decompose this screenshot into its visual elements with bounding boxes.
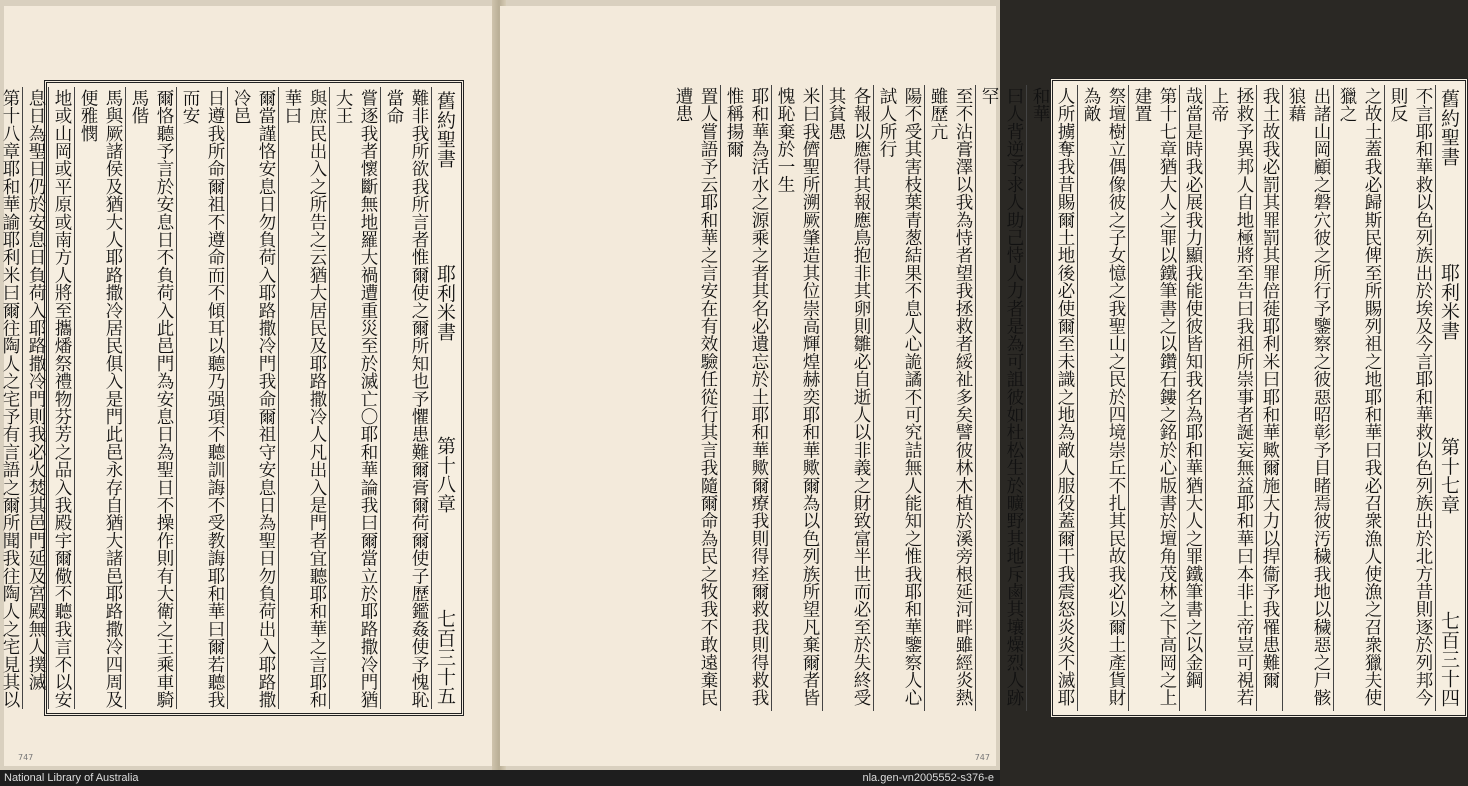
right-text-column: 耶和華為活水之源乘之者其名必遺忘於土耶和華歟爾療我則得痊爾救我則得救我惟稱揚爾 [720,85,771,711]
right-text-column: 曰人背逆予求人助己恃人力者是為可詛彼如杜松生於曠野其地斥鹵其壤燥烈人跡罕 [975,85,1026,711]
left-text-column: 息日為聖日仍於安息日負荷入耶路撒冷門則我必火焚其邑門延及宮殿無人撲滅 [22,87,48,709]
left-text-column: 第十八章耶和華諭耶利米曰爾往陶人之宅予有言語之爾所聞我往陶人之宅見其以 [0,87,22,709]
left-text-column: 爾恪聽予言於安息日不負荷入此邑門為安息日為聖日不操作則有大衛之王乘車騎馬偕 [125,87,176,709]
left-header-column [431,87,457,709]
right-text-column: 至不沾膏澤以我為恃者望我拯救者綏祉多矣譬彼林木植於溪旁根延河畔雖經炎熱雖歷亢 [924,85,975,711]
right-text-column: 陽不受其害枝葉青葱結果不息人心詭譎不可究詰無人能知之惟我耶和華鑒察人心試人所行 [873,85,924,711]
right-header-book: 耶利米書 [1438,263,1460,340]
right-header-title: 舊約聖書 [1438,89,1460,166]
left-text-column: 馬與厥諸侯及猶大人耶路撒冷居民俱入是門此邑永存自猶大諸邑耶路撒冷四周及便雅憫 [74,87,125,709]
left-columns [0,87,457,709]
right-text-frame [673,78,1468,718]
right-text-column: 我土故我必罰其罪罰其罪倍蓰耶利米曰耶和華歟爾施大力以捍衞予我罹患難爾 [1256,85,1282,711]
right-text-column: 人所擄奪我昔賜爾土地後必使爾至未識之地為敵人服役蓋爾干我震怒炎炎不滅耶和華 [1026,85,1077,711]
right-text-column: 出諸山岡顧之磐穴彼之所行予鑒察之彼惡昭彰予目睹焉彼汚穢我地以穢惡之尸骸狼藉 [1282,85,1333,711]
right-text-column: 米曰我儕聖所溯厥肇造其位崇高輝煌赫奕耶和華歟爾為以色列族所望凡棄爾者皆愧恥棄於一生 [771,85,822,711]
left-text-column: 難非我所欲我所言者惟爾使之爾所知也予懼患難爾膏爾荷爾使子歷鑑姦使予愧恥當命 [380,87,431,709]
right-text-column: 哉當是時我必展我力顯我能使彼皆知我名為耶和華猶大人之罪鐵筆書之以金鋼 [1179,85,1205,711]
right-header-chapter: 第十七章 [1438,437,1460,514]
left-page [0,6,496,766]
right-text-column: 不言耶和華救以色列族出於埃及今言耶和華救以色列族出於北方昔則逐於列邦今則反 [1384,85,1435,711]
right-text-column: 拯救予異邦人自地極將至告曰我祖所崇事者誕妄無益耶和華曰本非上帝豈可視若上帝 [1205,85,1256,711]
left-text-column: 地或山岡或平原或南方人將至攜燔祭禮物芬芳之品入我殿宇爾儆不聽我言不以安 [48,87,74,709]
footer-identifier: nla.gen-vn2005552-s376-e [862,772,994,784]
footer-library-name: National Library of Australia [4,772,139,784]
right-text-column: 各報以應得其報應鳥抱非其卵則雛必自逝人以非義之財致富半世而必至於失終受其貧愚 [822,85,873,711]
left-header-title: 舊約聖書 [434,91,456,168]
left-header-chapter: 第十八章 [434,436,456,514]
left-text-column: 嘗逐我者懷斷無地羅大禍遭重災至於滅亡〇耶和華論我曰爾當立於耶路撒冷門猶大王 [329,87,380,709]
footer-bar [0,770,1000,786]
right-page [500,6,1460,766]
right-header-column [1435,85,1461,711]
left-text-column: 爾當謹恪安息日勿負荷入耶路撒冷門我命爾祖守安息日為聖日勿負荷出入耶路撒冷邑 [227,87,278,709]
right-text-column: 第十七章猶大人之罪以鐵筆書之以鑽石鏤之銘於心版書於壇角茂林之下高岡之上建置 [1128,85,1179,711]
left-text-column: 與庶民出入之所告之云猶大居民及耶路撒冷人凡出入是門者宜聽耶和華之言耶和華曰 [278,87,329,709]
right-columns [673,85,1461,711]
right-slip-number: 747 [974,753,990,762]
left-slip-number: 747 [18,753,34,762]
left-header-page: 七百三十五 [434,608,456,705]
left-text-frame [0,80,464,716]
right-text-column: 置人嘗語予云耶和華之言安在有效驗任從行其言我隨爾命為民之牧我不敢遠棄民遭患 [673,87,718,707]
right-header-page: 七百三十四 [1438,611,1460,707]
right-text-column: 祭壇樹立偶像彼之子女憶之我聖山之民於四境崇丘不扎其民故我必以爾土產貨財為敵 [1077,85,1128,711]
left-header-book: 耶利米書 [434,263,456,341]
left-text-column: 日遵我所命爾祖不遵命而不傾耳以聽乃强項不聽訓誨不受教誨耶和華曰爾若聽我而安 [176,87,227,709]
right-text-column: 之故土蓋我必歸斯民俾至所賜列祖之地耶和華曰我必召衆漁人使漁之召衆獵夫使獵之 [1333,85,1384,711]
